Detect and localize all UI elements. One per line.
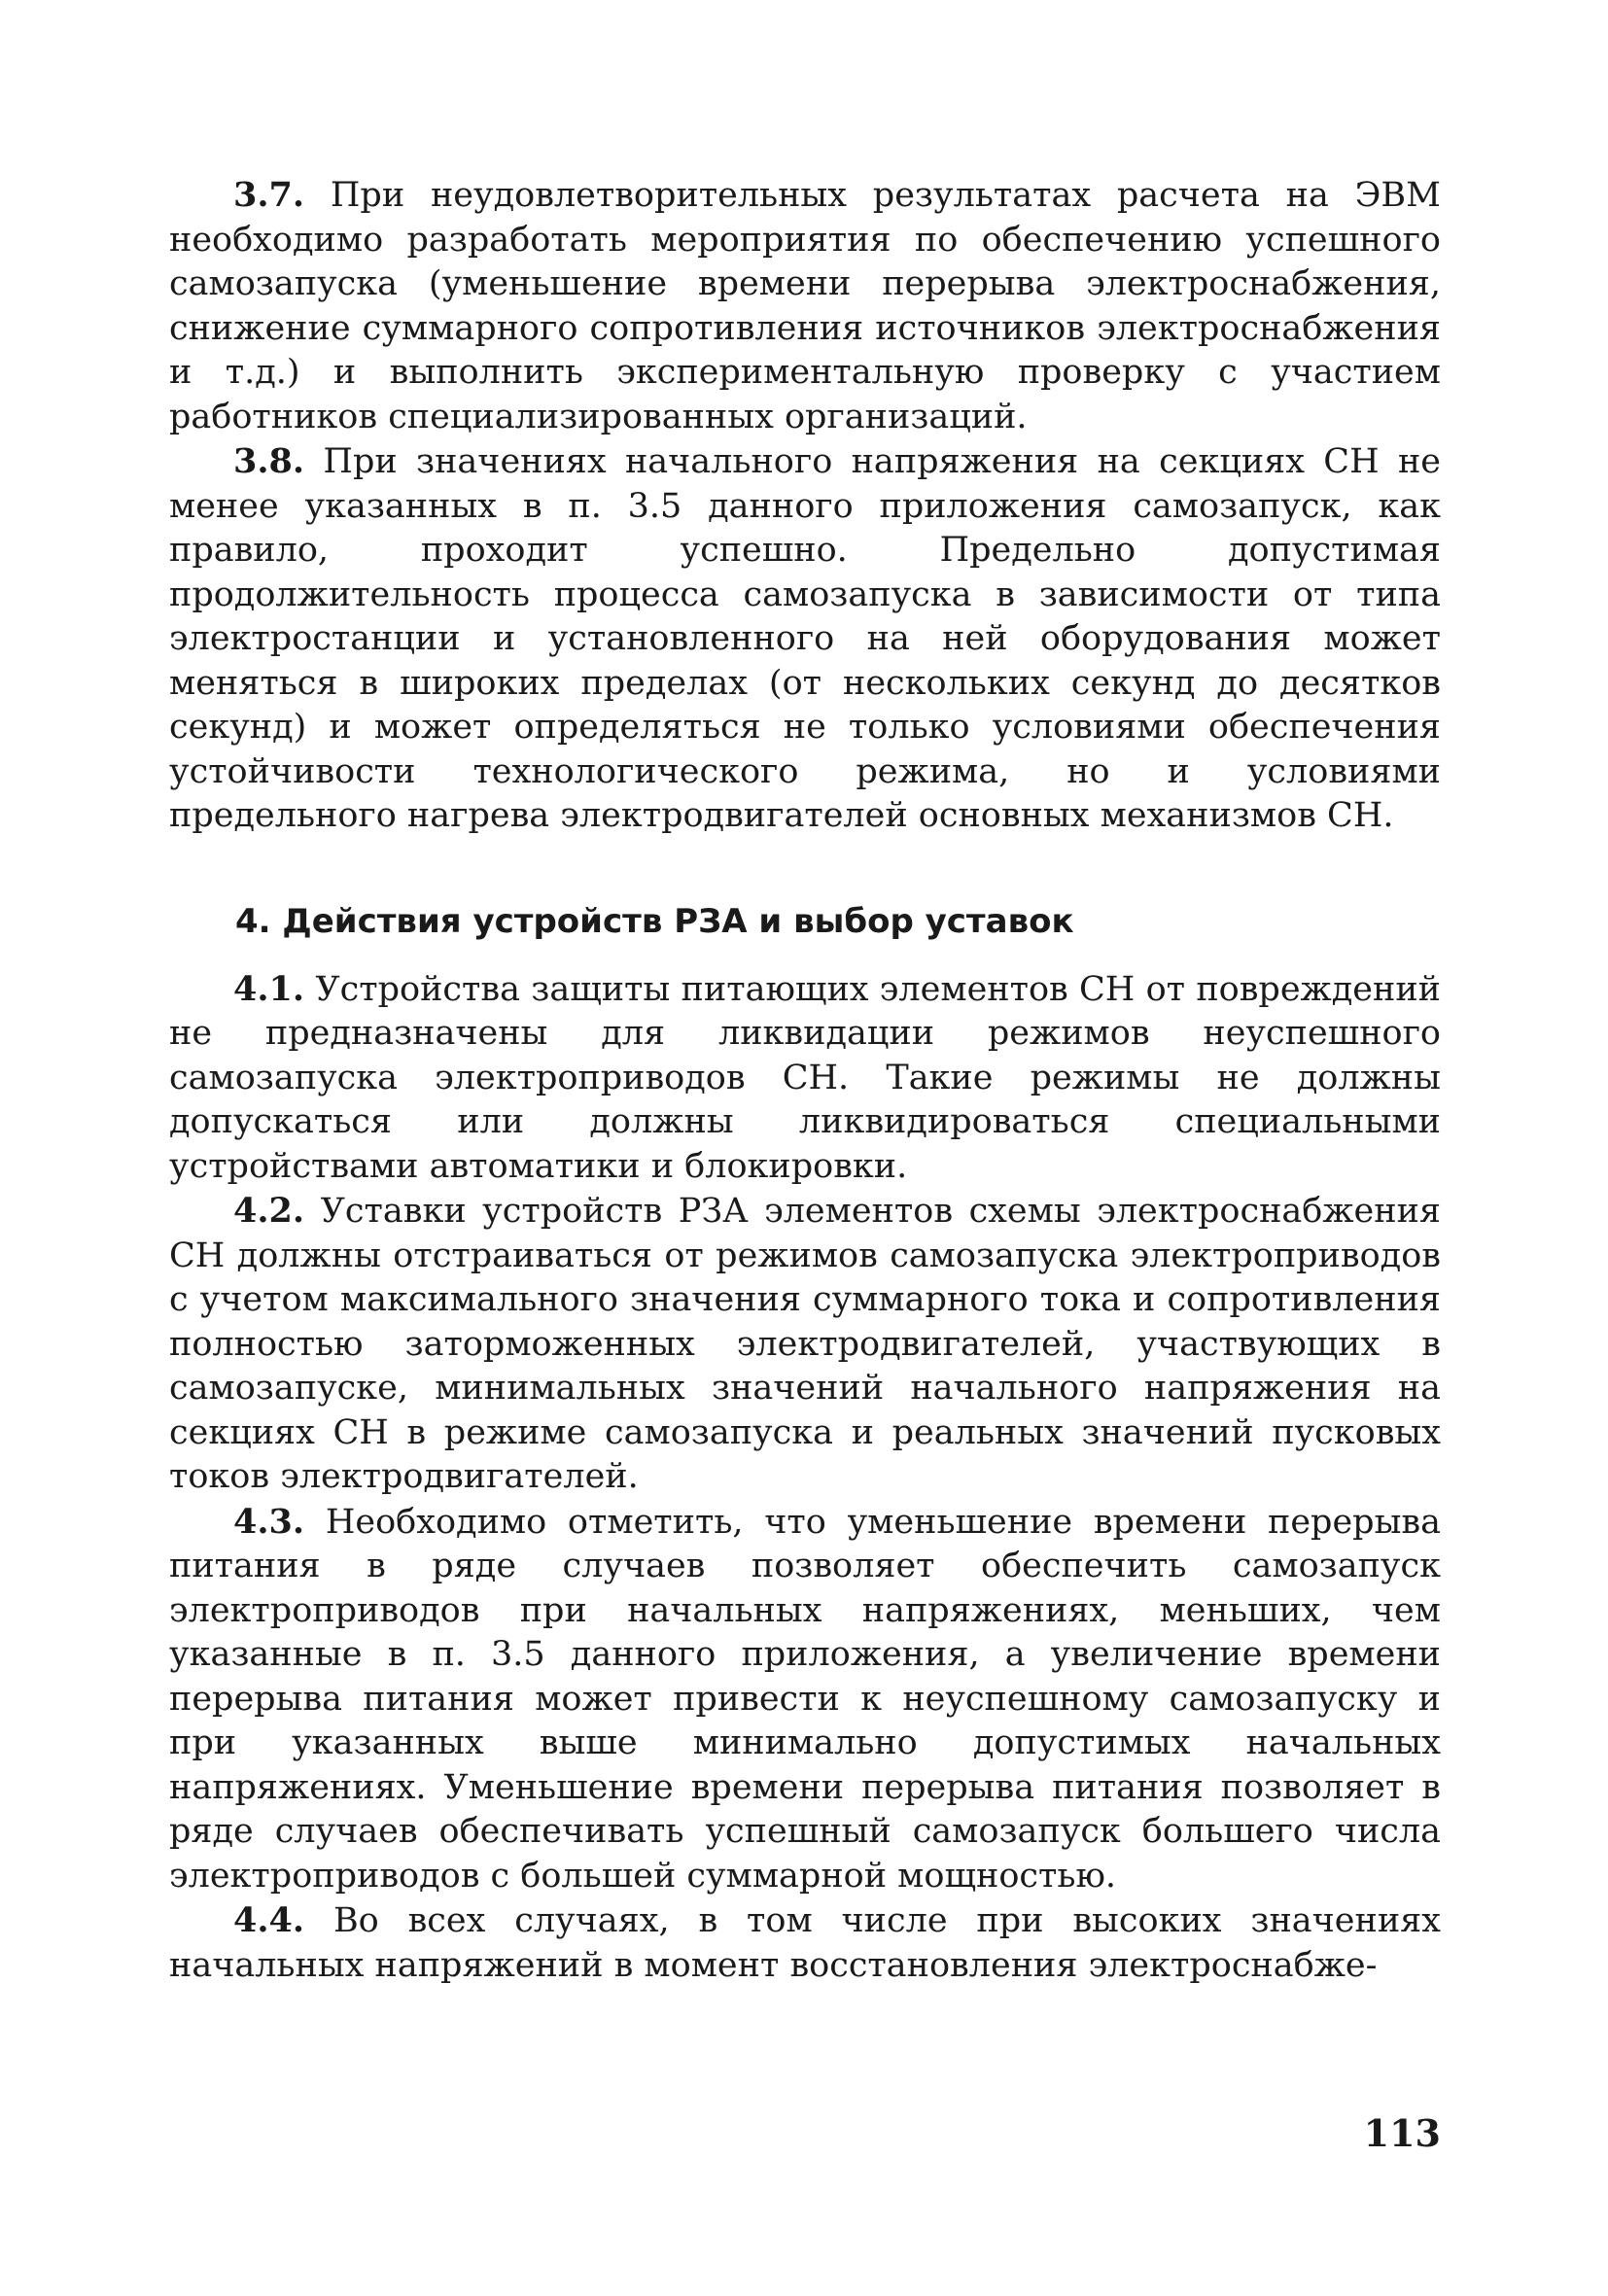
page-number: 113	[1363, 2111, 1441, 2155]
paragraph-number: 4.3.	[233, 1501, 305, 1542]
paragraph-4-4	[169, 1898, 1441, 1988]
paragraph-3-7	[169, 173, 1441, 439]
paragraph-number: 3.7.	[233, 175, 305, 215]
paragraph-text: При значениях начального напряжения на секциях СН не менее указанных в п. 3.5 данного приложения самозапуск, как правило, проходит успешно. Предельно допустимая продолжительность процесса самозапуска в зависимости от типа электростанции и установленного на ней оборудования может меняться в широких пределах (от нескольких секунд до десятков секунд) и может определяться не только условиями обеспечения устойчивости технологического режима, но и условиями предельного нагрева электродвигателей основных механизмов СН.	[169, 442, 1441, 835]
paragraph-text: Устройства защиты питающих элементов СН от повреждений не предназначены для ликвидации режимов неуспешного самозапуска электроприводов СН. Такие режимы не должны допускаться или должны ликвидироваться специальными устройствами автоматики и блокировки.	[169, 969, 1441, 1186]
page-body	[169, 173, 1441, 1988]
paragraph-number: 4.4.	[233, 1900, 305, 1940]
paragraph-4-2	[169, 1189, 1441, 1500]
paragraph-text: Уставки устройств РЗА элементов схемы электроснабжения СН должны отстраиваться от режимов самозапуска электроприводов с учетом максимального значения суммарного тока и сопротивления полностью заторможенных электродвигателей, участвующих в самозапуске, минимальных значений начального напряжения на секциях СН в режиме самозапуска и реальных значений пусковых токов электродвигателей.	[169, 1192, 1441, 1496]
paragraph-3-8	[169, 439, 1441, 839]
paragraph-text: Во всех случаях, в том числе при высоких значениях начальных напряжений в момент восстановления электроснабже-	[169, 1901, 1441, 1985]
paragraph-number: 4.2.	[233, 1191, 305, 1231]
paragraph-number: 4.1.	[233, 968, 305, 1009]
paragraph-4-1	[169, 967, 1441, 1190]
section-heading: 4. Действия устройств РЗА и выбор уставок	[235, 901, 1074, 941]
paragraph-text: Необходимо отметить, что уменьшение времени перерыва питания в ряде случаев позволяет обеспечить самозапуск электроприводов при начальных напряжениях, меньших, чем указанные в п. 3.5 данного приложения, а увеличение времени перерыва питания может привести к неуспешному самозапуску и при указанных выше минимально допустимых начальных напряжениях. Уменьшение времени перерыва питания позволяет в ряде случаев обеспечивать успешный самозапуск большего числа электроприводов с большей суммарной мощностью.	[169, 1502, 1441, 1896]
paragraph-number: 3.8.	[233, 441, 305, 481]
paragraph-4-3	[169, 1500, 1441, 1899]
paragraph-text: При неудовлетворительных результатах расчета на ЭВМ необходимо разработать мероприятия по обеспечению успешного самозапуска (уменьшение времени перерыва электроснабжения, снижение суммарного сопротивления источников электроснабжения и т.д.) и выполнить экспериментальную проверку с участием работников специализированных организаций.	[169, 176, 1441, 436]
